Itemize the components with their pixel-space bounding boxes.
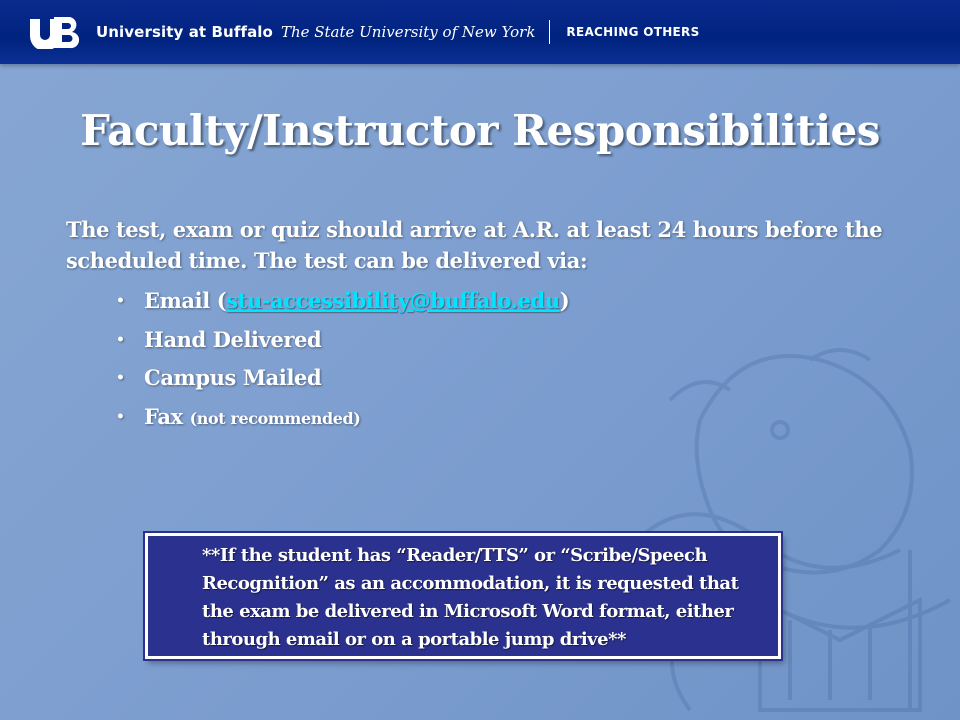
header-tagline: REACHING OTHERS (566, 25, 700, 39)
campus-mailed-label: Campus Mailed (144, 365, 322, 390)
intro-paragraph: The test, exam or quiz should arrive at A.R. at least 24 hours before the scheduled time. The test can be delivered via: (66, 217, 883, 273)
bullet-dot-icon: • (116, 331, 125, 348)
bullet-dot-icon: • (116, 370, 125, 386)
list-item-email (112, 284, 712, 323)
header-divider (549, 20, 550, 44)
bullet-dot-icon: • (116, 293, 125, 309)
ub-logo-icon[interactable] (28, 15, 86, 49)
email-prefix: Email ( (144, 288, 227, 313)
list-item-fax (112, 400, 712, 439)
fax-note: (not recommended) (189, 408, 361, 428)
list-item-hand-delivered (112, 323, 712, 362)
list-item-campus-mailed (112, 361, 712, 400)
email-link[interactable]: stu-accessibility@buffalo.edu (226, 288, 560, 313)
university-subtitle: The State University of New York (280, 23, 536, 41)
slide-title: Faculty/Instructor Responsibilities (80, 106, 880, 155)
fax-label: Fax (144, 403, 183, 429)
delivery-methods-list (112, 284, 712, 438)
bullet-dot-icon: • (116, 408, 125, 425)
hand-delivered-label: Hand Delivered (144, 326, 322, 352)
accommodation-note-text: **If the student has “Reader/TTS” or “Scribe/Speech Recognition” as an accommodation, it is requested that the exam be delivered in Microsoft Word format, either through email or on a portable jump drive** (202, 545, 739, 650)
email-suffix: ) (559, 288, 570, 313)
accommodation-note-box (145, 533, 781, 659)
header-bar (0, 0, 960, 64)
university-name: University at Buffalo (96, 23, 273, 41)
